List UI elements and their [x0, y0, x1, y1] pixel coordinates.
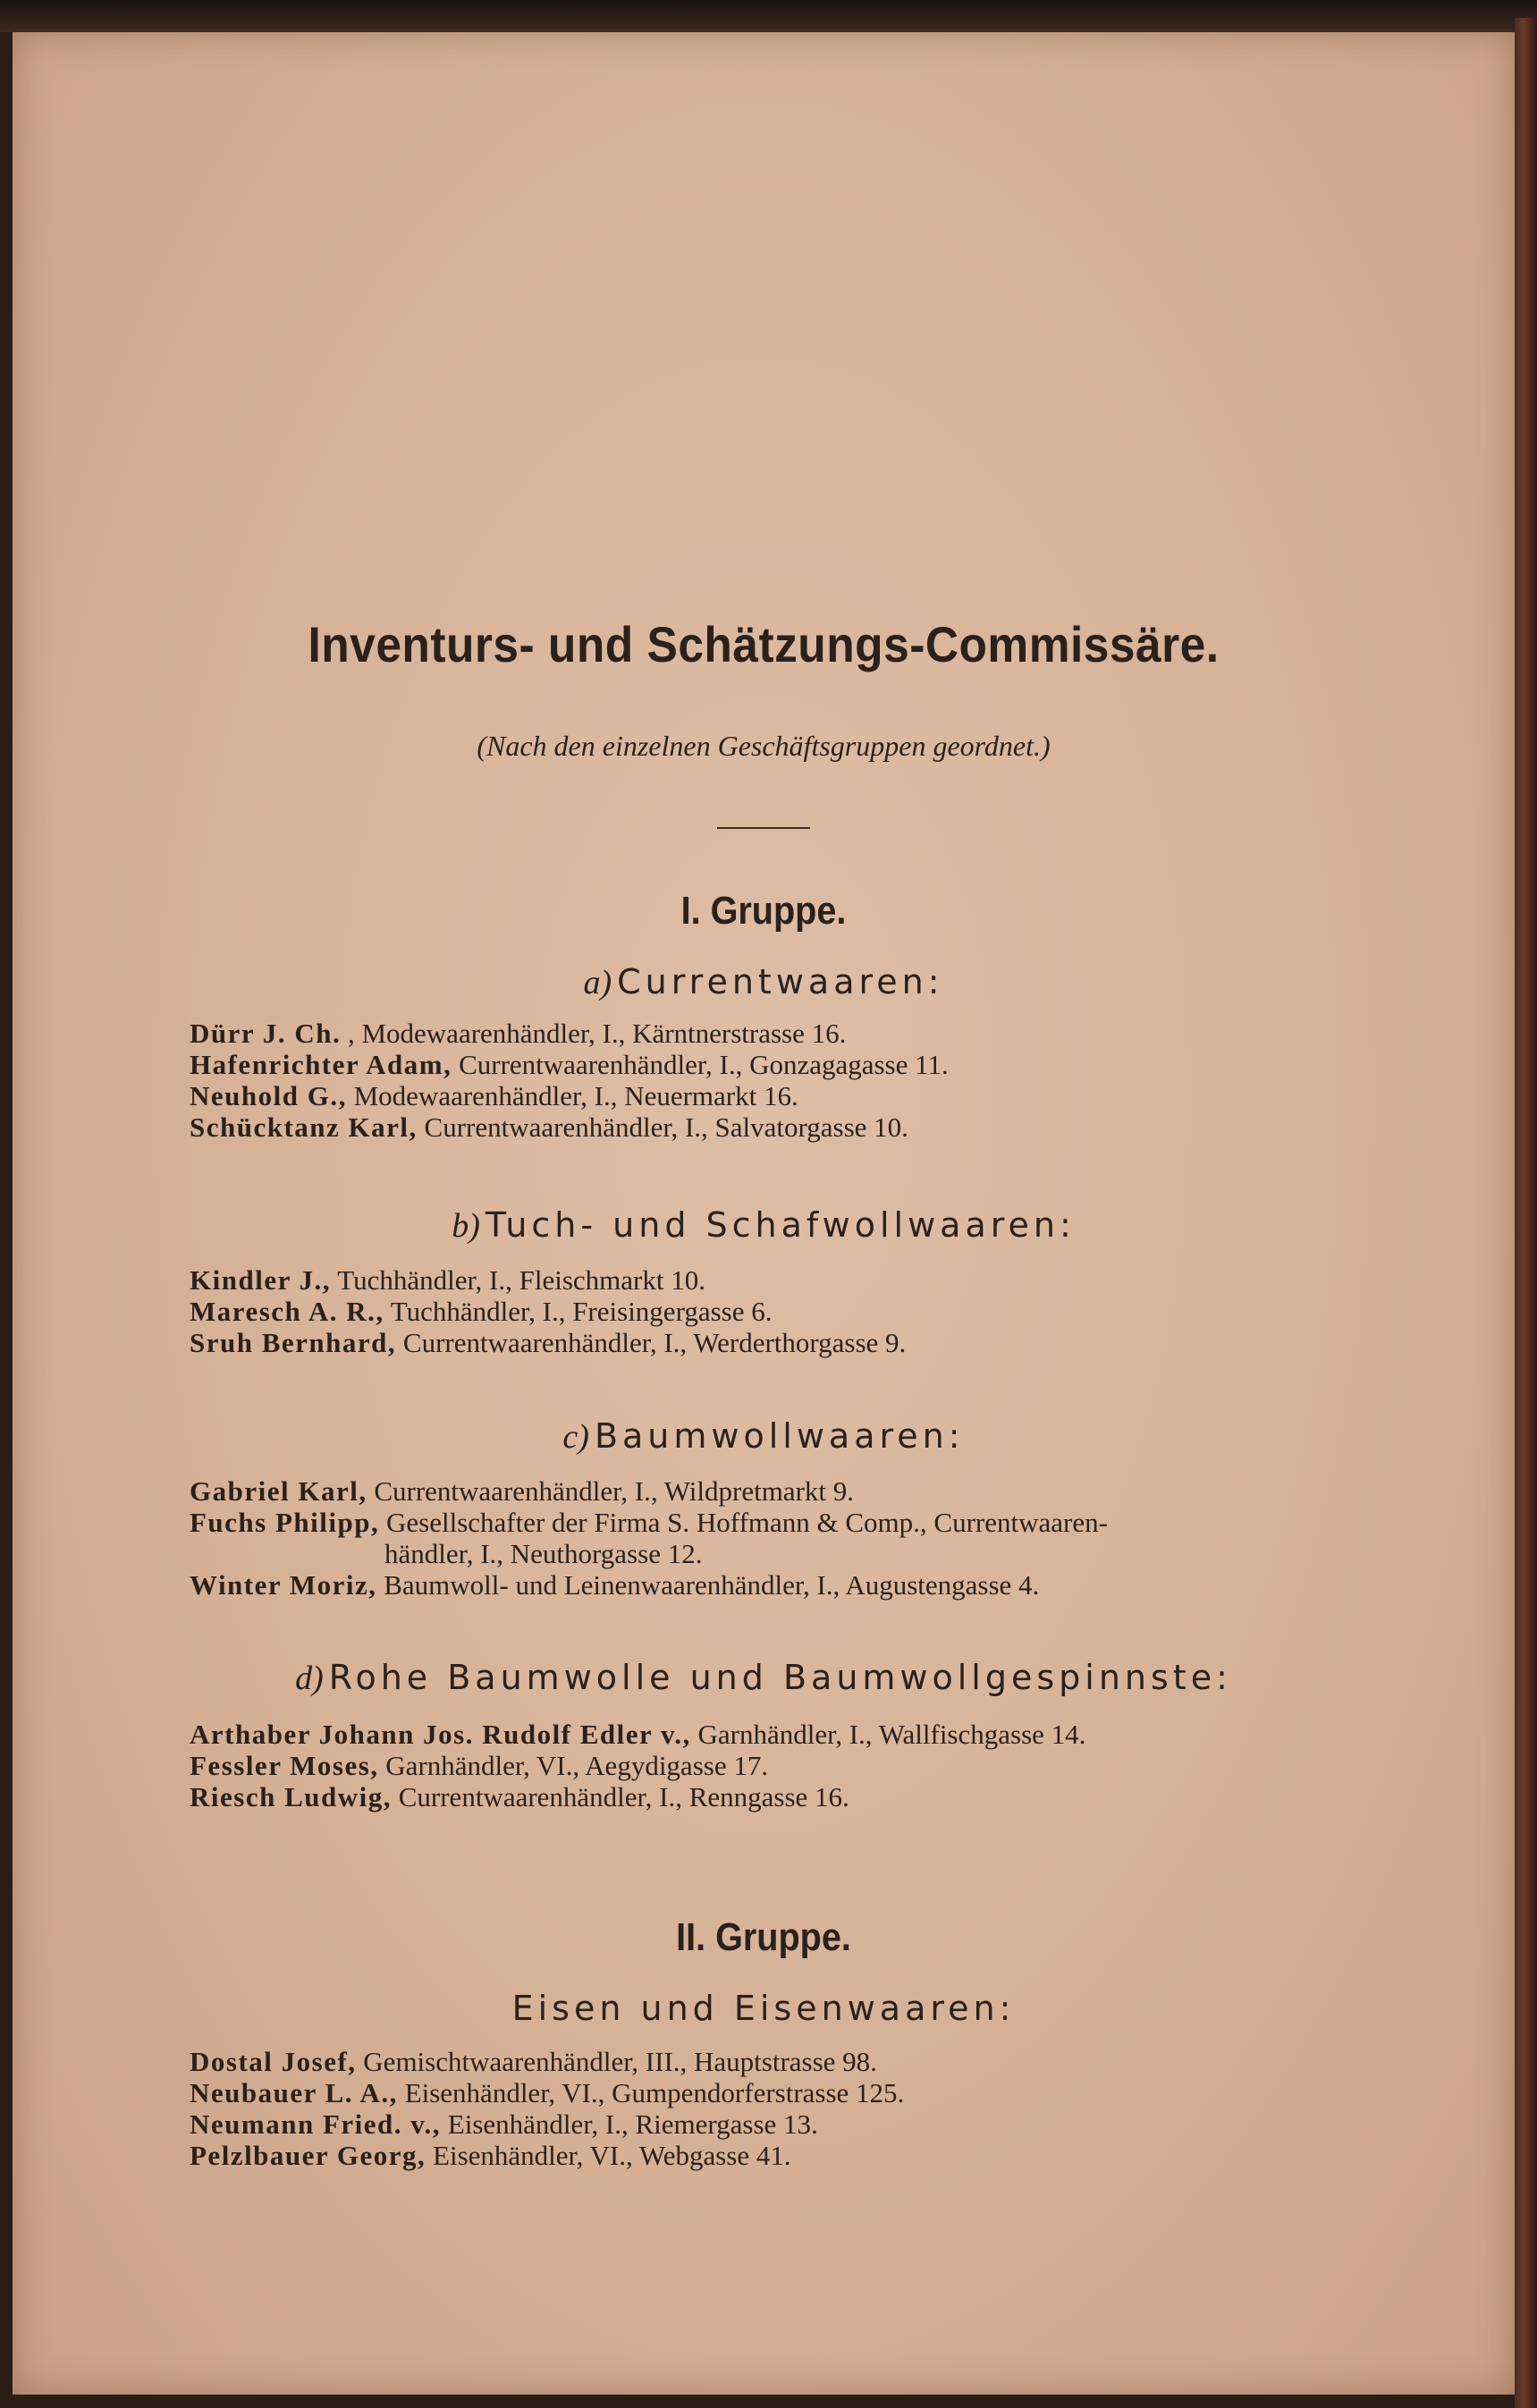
entry-text: Gesellschafter der Firma S. Hoffmann & Comp., Currentwaaren- — [379, 1507, 1108, 1538]
list-item — [190, 1264, 1352, 1296]
list-item — [190, 1569, 1352, 1601]
entry-name: Maresch A. R., — [190, 1296, 384, 1327]
list-item — [190, 1507, 1352, 1569]
entry-text: Gemischtwaarenhändler, III., Hauptstrasse 98. — [356, 2046, 877, 2077]
list-item — [190, 1080, 1352, 1111]
section-letter: d) — [295, 1660, 324, 1697]
entry-text: Currentwaarenhändler, I., Wildpretmarkt 9. — [367, 1475, 855, 1507]
group-title-2: II. Gruppe. — [676, 1915, 851, 1959]
list-item — [190, 1111, 1352, 1143]
list-item — [190, 2108, 1352, 2140]
entry-name: Dürr J. Ch. — [190, 1018, 342, 1049]
section-label: Baumwollwaaren: — [594, 1416, 965, 1456]
entry-list-c — [190, 1475, 1352, 1601]
entry-text: Eisenhändler, VI., Webgasse 41. — [426, 2140, 791, 2171]
entry-text: Garnhändler, VI., Aegydigasse 17. — [378, 1750, 769, 1781]
list-item — [190, 1719, 1352, 1750]
section-heading-d — [13, 1658, 1515, 1698]
document-page — [13, 32, 1515, 2395]
section-heading-iron — [13, 1989, 1515, 2028]
list-item — [190, 1018, 1352, 1049]
section-label: Rohe Baumwolle und Baumwollgespinnste: — [328, 1658, 1232, 1697]
section-heading-a — [13, 962, 1515, 1002]
entry-name: Neubauer L. A., — [190, 2077, 398, 2108]
list-item — [190, 1781, 1352, 1812]
entry-text: Eisenhändler, VI., Gumpendorferstrasse 125. — [397, 2077, 905, 2108]
section-label: Tuch- und Schafwollwaaren: — [485, 1205, 1076, 1245]
section-heading-b — [13, 1205, 1515, 1246]
entry-name: Riesch Ludwig, — [190, 1781, 392, 1812]
entry-name: Kindler J., — [190, 1264, 332, 1296]
divider-rule — [717, 827, 810, 829]
entry-list-d — [190, 1719, 1352, 1812]
entry-continuation: händler, I., Neuthorgasse 12. — [384, 1538, 703, 1569]
entry-name: Fessler Moses, — [190, 1750, 379, 1781]
entry-text: Currentwaarenhändler, I., Werderthorgasse 9. — [396, 1327, 907, 1358]
entry-list-a — [190, 1018, 1352, 1143]
entry-name: Dostal Josef, — [190, 2046, 357, 2077]
entry-name: Pelzlbauer Georg, — [190, 2140, 426, 2171]
entry-name: Neuhold G., — [190, 1080, 347, 1111]
section-letter: b) — [452, 1207, 480, 1245]
entry-name: Arthaber Johann Jos. Rudolf Edler v., — [190, 1719, 691, 1750]
list-item — [190, 1475, 1352, 1507]
section-letter: c) — [562, 1418, 589, 1456]
entry-list-iron — [190, 2046, 1352, 2171]
entry-text: Tuchhändler, I., Freisingergasse 6. — [384, 1296, 773, 1327]
group-title-1: I. Gruppe. — [680, 889, 847, 933]
entry-text: Currentwaarenhändler, I., Salvatorgasse 10. — [417, 1111, 908, 1143]
entry-text: Eisenhändler, I., Riemergasse 13. — [441, 2108, 818, 2140]
entry-text: Garnhändler, I., Wallfischgasse 14. — [690, 1719, 1086, 1750]
entry-text: Currentwaarenhändler, I., Renngasse 16. — [391, 1781, 849, 1812]
list-item — [190, 2140, 1352, 2171]
entry-name: Schücktanz Karl, — [190, 1111, 418, 1143]
section-heading-c — [13, 1416, 1515, 1457]
entry-text: Currentwaarenhändler, I., Gonzagagasse 11. — [452, 1049, 949, 1080]
entry-name: Winter Moriz, — [190, 1569, 377, 1601]
book-top-edge — [0, 0, 1537, 32]
entry-text: Modewaarenhändler, I., Neuermarkt 16. — [346, 1080, 798, 1111]
section-letter: a) — [583, 964, 612, 1001]
page-title: Inventurs- und Schätzungs-Commissäre. — [308, 616, 1220, 672]
list-item — [190, 1049, 1352, 1080]
section-label: Eisen und Eisenwaaren: — [511, 1989, 1016, 2028]
section-label: Currentwaaren: — [617, 962, 944, 1001]
entry-name: Neumann Fried. v., — [190, 2108, 442, 2140]
entry-name: Hafenrichter Adam, — [190, 1049, 452, 1080]
entry-list-b — [190, 1264, 1352, 1358]
page-subtitle: (Nach den einzelnen Geschäftsgruppen geordnet.) — [477, 730, 1051, 762]
list-item — [190, 1327, 1352, 1358]
entry-text: Tuchhändler, I., Fleischmarkt 10. — [331, 1264, 705, 1296]
entry-name: Gabriel Karl, — [190, 1475, 367, 1507]
list-item — [190, 1750, 1352, 1781]
list-item — [190, 2077, 1352, 2108]
entry-name: Fuchs Philipp, — [190, 1507, 380, 1538]
book-spine-edge — [1515, 18, 1537, 2408]
list-item — [190, 1296, 1352, 1327]
entry-text: , Modewaarenhändler, I., Kärntnerstrasse 16. — [341, 1018, 847, 1049]
list-item — [190, 2046, 1352, 2077]
entry-name: Sruh Bernhard, — [190, 1327, 397, 1358]
entry-text: Baumwoll- und Leinenwaarenhändler, I., Augustengasse 4. — [376, 1569, 1040, 1601]
